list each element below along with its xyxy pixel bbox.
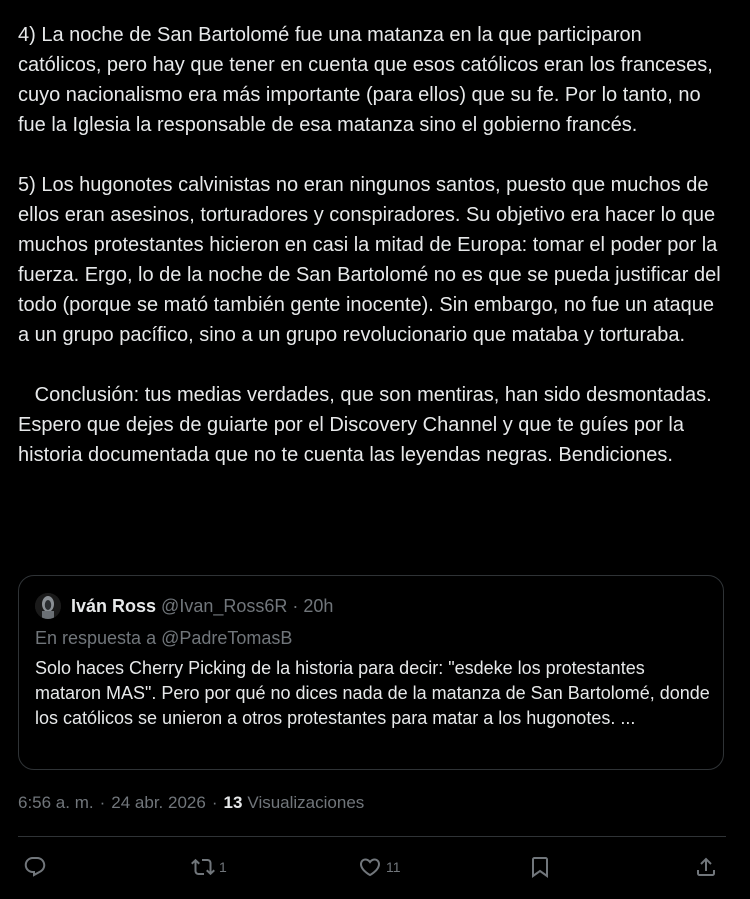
- separator-dot: ·: [211, 793, 218, 812]
- quoted-tweet-text: Solo haces Cherry Picking de la historia para decir: "esdeke los protestantes mataron MAS". Pero por qué no dices nada de la matanza de San Bartolomé, donde los católicos se unieron a otros protestantes para matar a los hugonotes. ...: [35, 658, 710, 728]
- avatar-image-icon: [35, 593, 61, 619]
- bookmark-icon: [528, 855, 552, 879]
- quoted-tweet[interactable]: [18, 575, 724, 770]
- retweet-button[interactable]: [191, 850, 227, 884]
- quoted-tweet-header: [35, 592, 333, 620]
- avatar[interactable]: [35, 593, 61, 619]
- reply-context: [35, 628, 292, 649]
- like-count: 11: [386, 859, 401, 875]
- tweet-paragraph-4: 4) La noche de San Bartolomé fue una matanza en la que participaron católicos, pero hay que tener en cuenta que esos católicos eran los franceses, cuyo nacionalismo era más importante (para ellos) que su fe. Por lo tanto, no fue la Iglesia la responsable de esa matanza sino el gobierno francés.: [18, 24, 719, 136]
- quoted-author-handle[interactable]: @Ivan_Ross6R: [161, 595, 288, 616]
- views-count[interactable]: 13: [223, 793, 243, 812]
- separator-dot: ·: [292, 595, 299, 616]
- retweet-icon: [191, 855, 215, 879]
- separator-dot: ·: [99, 793, 106, 812]
- tweet-meta: [18, 793, 364, 813]
- share-button[interactable]: [694, 850, 718, 884]
- tweet-paragraph-5: 5) Los hugonotes calvinistas no eran ningunos santos, puesto que muchos de ellos eran asesinos, torturadores y conspiradores. Su objetivo era hacer lo que muchos protestantes hicieron en casi la mitad de Europa: tomar el poder por la fuerza. Ergo, lo de la noche de San Bartolomé no es que se pueda justificar del todo (porque se mató también gente inocente). Sin embargo, no fue un ataque a un grupo pacífico, sino a un grupo revolucionario que mataba y torturaba.: [18, 174, 727, 346]
- quoted-author-name[interactable]: Iván Ross: [71, 595, 157, 616]
- reply-prefix: En respuesta a: [35, 628, 157, 648]
- tweet-date[interactable]: 24 abr. 2026: [111, 793, 206, 812]
- tweet-time[interactable]: 6:56 a. m.: [18, 793, 94, 812]
- action-bar: [18, 850, 726, 884]
- like-icon: [358, 855, 382, 879]
- quoted-timestamp[interactable]: 20h: [303, 595, 334, 616]
- reply-mention-link[interactable]: @PadreTomasB: [161, 628, 293, 648]
- bookmark-button[interactable]: [528, 850, 552, 884]
- like-button[interactable]: [358, 850, 401, 884]
- divider: [18, 836, 726, 837]
- tweet-paragraph-conclusion: Conclusión: tus medias verdades, que son mentiras, han sido desmontadas. Espero que dejes de guiarte por el Discovery Channel y que te guíes por la historia documentada que no te cuenta las leyendas negras. Bendiciones.: [18, 384, 718, 466]
- tweet-text: [18, 20, 730, 470]
- views-label[interactable]: Visualizaciones: [247, 793, 365, 812]
- reply-button[interactable]: [23, 850, 51, 884]
- retweet-count: 1: [219, 859, 227, 875]
- reply-icon: [23, 855, 47, 879]
- share-icon: [694, 855, 718, 879]
